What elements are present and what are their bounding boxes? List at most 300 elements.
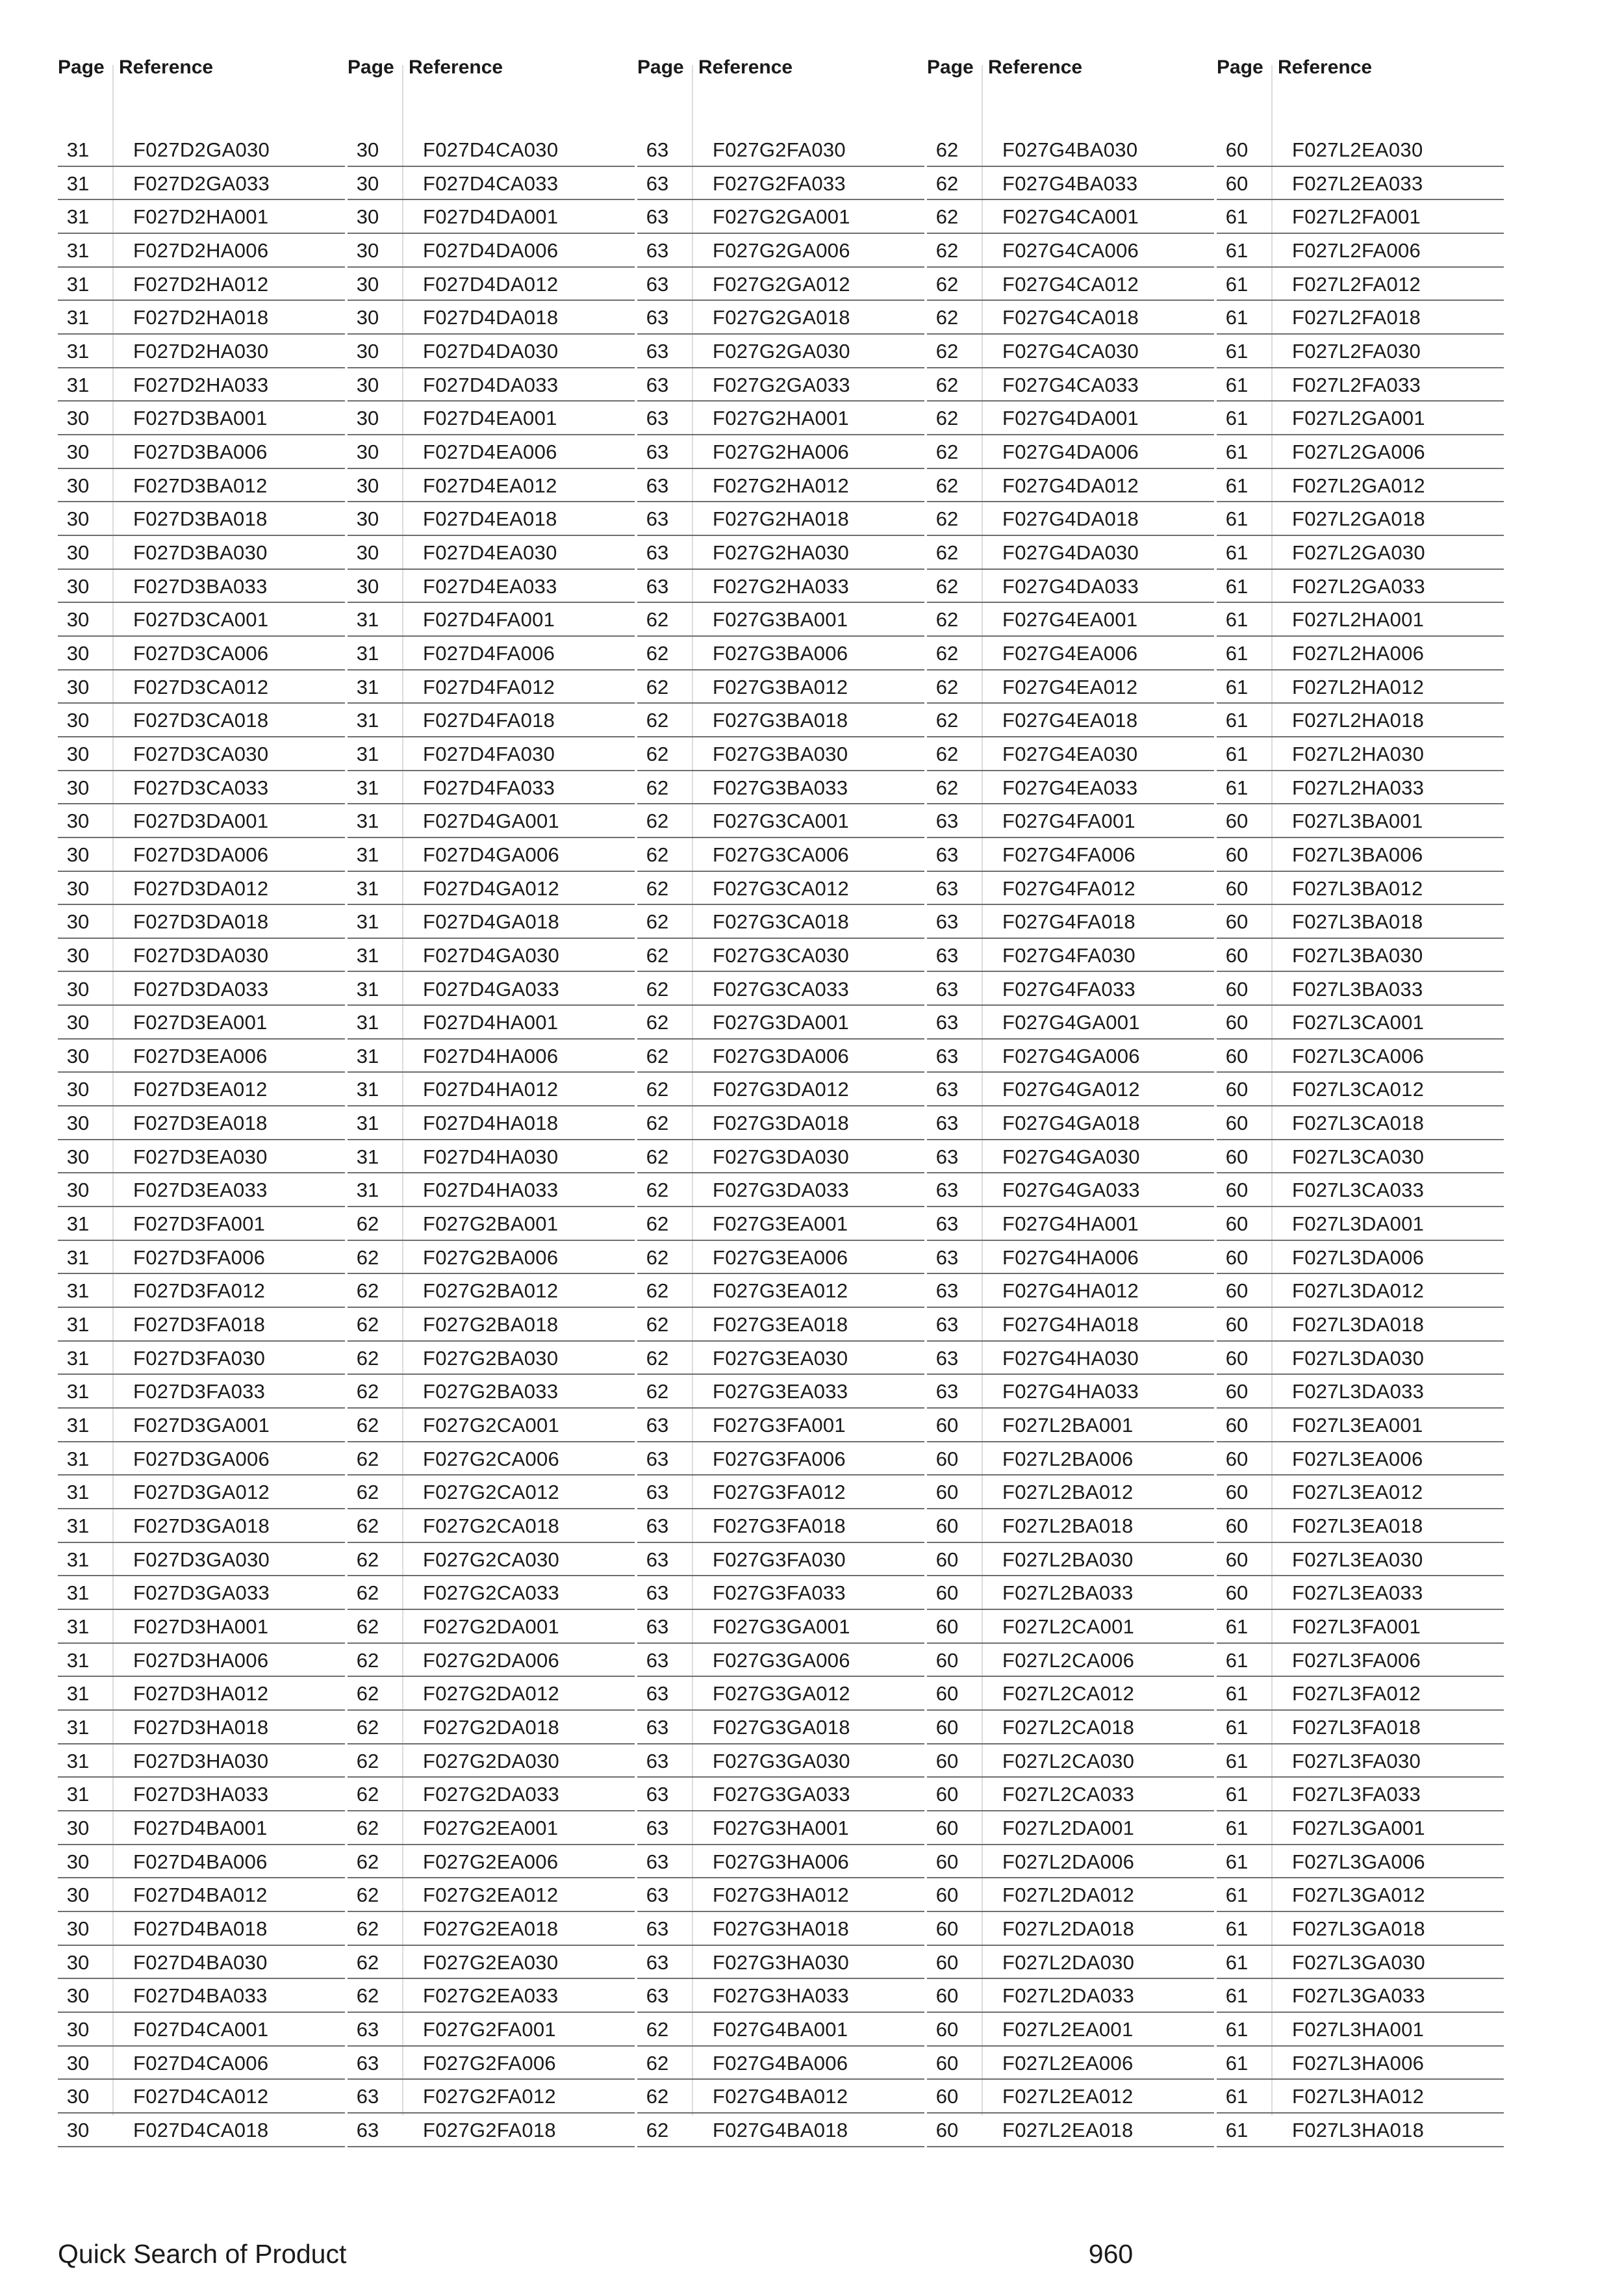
table-row	[1217, 234, 1504, 268]
page-number-cell: 60	[1225, 943, 1249, 967]
table-row	[348, 1040, 635, 1073]
reference-cell: F027G3DA018	[713, 1112, 850, 1135]
page-number-cell: 31	[356, 1145, 379, 1168]
reference-cell: F027G3BA030	[713, 742, 848, 765]
index-column	[637, 0, 924, 2144]
page-number-cell: 63	[935, 977, 959, 1001]
table-row	[58, 1409, 345, 1442]
reference-cell: F027G3CA030	[713, 943, 850, 967]
reference-cell: F027G3HA033	[713, 1984, 850, 2008]
table-row	[348, 1140, 635, 1174]
reference-cell: F027G2GA033	[713, 373, 850, 396]
page-number-cell: 31	[66, 1246, 90, 1269]
page-number-cell: 62	[646, 810, 669, 833]
page-number-cell: 31	[356, 608, 379, 632]
table-row	[348, 167, 635, 201]
reference-cell: F027G4FA030	[1002, 943, 1136, 967]
table-row	[1217, 1677, 1504, 1711]
page-number-cell: 30	[356, 138, 379, 161]
page-number-cell: 62	[356, 1950, 379, 1974]
table-row	[927, 1677, 1214, 1711]
page-number-cell: 63	[935, 810, 959, 833]
page-number-cell: 31	[66, 1346, 90, 1370]
reference-cell: F027D4HA033	[423, 1179, 559, 1202]
reference-cell: F027L2GA033	[1292, 574, 1425, 598]
table-row	[1217, 200, 1504, 234]
table-row	[927, 1543, 1214, 1577]
reference-cell: F027L2HA018	[1292, 709, 1425, 732]
reference-cell: F027L2FA018	[1292, 306, 1421, 329]
reference-cell: F027L3EA012	[1292, 1481, 1423, 1504]
table-row	[637, 671, 924, 704]
table-row	[1217, 1442, 1504, 1476]
reference-cell: F027D3BA006	[133, 440, 268, 463]
reference-cell: F027L3DA006	[1292, 1246, 1425, 1269]
table-row	[927, 1274, 1214, 1308]
reference-cell: F027L3DA030	[1292, 1346, 1425, 1370]
reference-cell: F027L3CA006	[1292, 1044, 1425, 1067]
table-row	[58, 671, 345, 704]
table-row	[637, 1409, 924, 1442]
reference-cell: F027D4DA033	[423, 373, 559, 396]
table-row	[1217, 637, 1504, 671]
column-header	[927, 55, 1214, 81]
reference-cell: F027D2HA006	[133, 238, 269, 262]
column-header	[637, 55, 924, 81]
table-row	[637, 737, 924, 771]
table-row	[58, 939, 345, 973]
reference-cell: F027L2EA012	[1002, 2085, 1134, 2108]
reference-cell: F027G2CA001	[423, 1414, 560, 1437]
reference-cell: F027D4FA006	[423, 641, 555, 665]
reference-cell: F027G2GA018	[713, 306, 850, 329]
table-row	[348, 1845, 635, 1879]
page-number-cell: 60	[1225, 1514, 1249, 1538]
page-number-cell: 60	[935, 1581, 959, 1605]
reference-cell: F027G4GA033	[1002, 1179, 1140, 1202]
table-row	[58, 637, 345, 671]
page-number-cell: 61	[1225, 205, 1249, 229]
page-number-cell: 61	[1225, 641, 1249, 665]
reference-cell: F027G4DA030	[1002, 541, 1139, 564]
table-row	[637, 804, 924, 838]
table-row	[348, 469, 635, 503]
table-row	[637, 368, 924, 402]
page-number-cell: 30	[66, 2118, 90, 2141]
table-row	[927, 1140, 1214, 1174]
table-row	[58, 1778, 345, 1811]
page-number-cell: 31	[66, 205, 90, 229]
page-number-cell: 61	[1225, 1950, 1249, 1974]
table-row	[348, 704, 635, 737]
reference-cell: F027G4DA006	[1002, 440, 1139, 463]
table-row	[1217, 301, 1504, 335]
reference-cell: F027G2BA012	[423, 1279, 559, 1303]
reference-cell: F027D3DA012	[133, 876, 269, 900]
reference-cell: F027D3EA006	[133, 1044, 268, 1067]
reference-cell: F027D3HA012	[133, 1682, 269, 1706]
reference-cell: F027D4FA033	[423, 776, 555, 799]
table-row	[1217, 939, 1504, 973]
page-number-cell: 62	[646, 843, 669, 866]
reference-cell: F027G4CA018	[1002, 306, 1139, 329]
page-number-cell: 30	[66, 1850, 90, 1873]
table-row	[927, 570, 1214, 604]
table-row	[927, 637, 1214, 671]
page-number-cell: 60	[1225, 1581, 1249, 1605]
reference-cell: F027L2BA006	[1002, 1447, 1134, 1470]
reference-cell: F027D4GA012	[423, 876, 560, 900]
table-row	[58, 1140, 345, 1174]
header-reference-label: Reference	[119, 57, 214, 78]
table-row	[927, 1811, 1214, 1845]
reference-cell: F027D3GA030	[133, 1548, 270, 1571]
page-number-cell: 62	[356, 1917, 379, 1940]
reference-cell: F027G3BA001	[713, 608, 848, 632]
page-number-cell: 31	[356, 910, 379, 934]
page-number-cell: 30	[66, 641, 90, 665]
page-number-cell: 62	[356, 1581, 379, 1605]
table-row	[1217, 1644, 1504, 1678]
page-number-cell: 62	[935, 306, 959, 329]
page-number-cell: 30	[356, 272, 379, 296]
table-row	[927, 1241, 1214, 1275]
table-row	[637, 570, 924, 604]
table-row	[637, 167, 924, 201]
table-row	[348, 737, 635, 771]
page-number-cell: 60	[935, 1716, 959, 1739]
page-number-cell: 30	[356, 339, 379, 363]
page-number-cell: 31	[66, 1716, 90, 1739]
page-number-cell: 63	[646, 407, 669, 430]
table-row	[348, 1375, 635, 1409]
page-number-cell: 31	[356, 810, 379, 833]
page-number-cell: 62	[646, 1078, 669, 1101]
table-row	[637, 1845, 924, 1879]
page-number-cell: 62	[356, 1380, 379, 1403]
table-row	[58, 1342, 345, 1375]
page-number-cell: 61	[1225, 474, 1249, 497]
reference-cell: F027D4GA030	[423, 943, 560, 967]
reference-cell: F027D2GA030	[133, 138, 270, 161]
page-number-cell: 30	[66, 1011, 90, 1034]
reference-cell: F027L2BA018	[1002, 1514, 1134, 1538]
page-number-cell: 31	[66, 306, 90, 329]
table-row	[58, 133, 345, 167]
table-row	[637, 1442, 924, 1476]
page-number-cell: 30	[66, 2085, 90, 2108]
page-number-cell: 63	[356, 2017, 379, 2041]
reference-cell: F027D3CA030	[133, 742, 269, 765]
table-row	[1217, 2013, 1504, 2047]
page-number-cell: 63	[646, 1884, 669, 1907]
reference-cell: F027L3HA018	[1292, 2118, 1425, 2141]
reference-cell: F027D3GA006	[133, 1447, 270, 1470]
reference-cell: F027G4DA033	[1002, 574, 1139, 598]
table-row	[637, 1241, 924, 1275]
page-number-cell: 60	[935, 1414, 959, 1437]
page-number-cell: 62	[356, 1212, 379, 1236]
table-row	[637, 1778, 924, 1811]
reference-cell: F027G3GA012	[713, 1682, 850, 1706]
table-row	[58, 1878, 345, 1912]
reference-cell: F027D4GA033	[423, 977, 560, 1001]
table-row	[1217, 1711, 1504, 1744]
table-row	[1217, 704, 1504, 737]
reference-cell: F027D3BA001	[133, 407, 268, 430]
table-row	[58, 1744, 345, 1778]
page-number-cell: 61	[1225, 675, 1249, 698]
page-number-cell: 30	[66, 1950, 90, 1974]
page-number-cell: 30	[66, 876, 90, 900]
page-number-cell: 62	[935, 407, 959, 430]
footer-title: Quick Search of Product	[58, 2239, 347, 2269]
reference-cell: F027G4BA030	[1002, 138, 1138, 161]
reference-cell: F027L2GA012	[1292, 474, 1425, 497]
reference-cell: F027G2GA030	[713, 339, 850, 363]
reference-cell: F027G2EA001	[423, 1817, 559, 1839]
table-row	[637, 536, 924, 570]
table-row	[637, 1476, 924, 1509]
reference-cell: F027L2CA001	[1002, 1615, 1135, 1639]
reference-cell: F027L3EA006	[1292, 1447, 1423, 1470]
page-number-cell: 60	[1225, 1179, 1249, 1202]
page-number-cell: 63	[935, 876, 959, 900]
reference-cell: F027G4HA001	[1002, 1212, 1139, 1236]
reference-cell: F027L2CA018	[1002, 1716, 1135, 1739]
table-row	[1217, 1979, 1504, 2013]
reference-cell: F027D4CA033	[423, 172, 559, 195]
reference-cell: F027G4CA001	[1002, 205, 1139, 229]
table-row	[637, 200, 924, 234]
page-number-cell: 30	[66, 507, 90, 531]
table-row	[927, 1207, 1214, 1241]
table-row	[348, 1543, 635, 1577]
table-row	[637, 771, 924, 805]
reference-cell: F027L2CA006	[1002, 1648, 1135, 1672]
table-row	[348, 301, 635, 335]
table-row	[348, 1610, 635, 1644]
table-row	[58, 1073, 345, 1106]
table-row	[348, 1442, 635, 1476]
page-number-cell: 62	[935, 675, 959, 698]
reference-cell: F027G3BA012	[713, 675, 848, 698]
page-number-cell: 61	[1225, 2118, 1249, 2141]
page-number-cell: 63	[646, 1716, 669, 1739]
header-reference-label: Reference	[1278, 57, 1373, 78]
reference-cell: F027L2CA030	[1002, 1749, 1135, 1772]
table-row	[348, 368, 635, 402]
reference-cell: F027G2EA018	[423, 1917, 559, 1940]
table-row	[348, 502, 635, 536]
reference-cell: F027L3HA012	[1292, 2085, 1425, 2108]
table-row	[927, 469, 1214, 503]
page-number-cell: 30	[66, 943, 90, 967]
reference-cell: F027D3FA006	[133, 1246, 266, 1269]
page-number-cell: 30	[66, 1817, 90, 1839]
reference-cell: F027L2HA006	[1292, 641, 1425, 665]
reference-cell: F027G2DA018	[423, 1716, 560, 1739]
table-row	[58, 1912, 345, 1946]
page-number-cell: 61	[1225, 2017, 1249, 2041]
table-row	[1217, 737, 1504, 771]
page-number-cell: 62	[935, 440, 959, 463]
reference-cell: F027D4CA012	[133, 2085, 269, 2108]
reference-cell: F027G3GA033	[713, 1783, 850, 1806]
reference-cell: F027D2HA001	[133, 205, 269, 229]
page-number-cell: 31	[66, 1313, 90, 1336]
reference-cell: F027L3FA030	[1292, 1749, 1421, 1772]
page-number-cell: 30	[356, 507, 379, 531]
reference-cell: F027D4CA001	[133, 2017, 269, 2041]
reference-cell: F027D4DA006	[423, 238, 559, 262]
reference-cell: F027D4BA012	[133, 1884, 268, 1907]
table-row	[348, 1073, 635, 1106]
column-header	[348, 55, 635, 81]
reference-cell: F027D3GA033	[133, 1581, 270, 1605]
header-reference-label: Reference	[988, 57, 1083, 78]
reference-cell: F027L2BA001	[1002, 1414, 1134, 1437]
table-row	[58, 1106, 345, 1140]
table-row	[637, 133, 924, 167]
reference-cell: F027D3FA018	[133, 1313, 266, 1336]
page-number-cell: 63	[646, 440, 669, 463]
page-number-cell: 62	[356, 1648, 379, 1672]
page-number-cell: 63	[646, 1850, 669, 1873]
reference-cell: F027G3BA033	[713, 776, 848, 799]
table-row	[637, 1711, 924, 1744]
table-row	[58, 771, 345, 805]
reference-cell: F027G3DA033	[713, 1179, 850, 1202]
table-row	[637, 1811, 924, 1845]
table-row	[348, 1946, 635, 1980]
table-row	[1217, 1342, 1504, 1375]
table-row	[58, 1509, 345, 1543]
table-row	[927, 1173, 1214, 1207]
table-row	[637, 838, 924, 872]
reference-cell: F027G2DA001	[423, 1615, 560, 1639]
table-row	[927, 1644, 1214, 1678]
table-row	[927, 737, 1214, 771]
reference-cell: F027L3FA033	[1292, 1783, 1421, 1806]
page-number-cell: 30	[66, 1884, 90, 1907]
page-number-cell: 62	[356, 1749, 379, 1772]
page-number-cell: 60	[1225, 1246, 1249, 1269]
reference-cell: F027L2GA006	[1292, 440, 1425, 463]
page-number-cell: 62	[646, 2051, 669, 2075]
header-reference-label: Reference	[698, 57, 793, 78]
table-row	[927, 502, 1214, 536]
table-row	[927, 804, 1214, 838]
reference-cell: F027L2BA030	[1002, 1548, 1134, 1571]
page-number-cell: 60	[935, 1783, 959, 1806]
table-row	[58, 1006, 345, 1040]
reference-cell: F027D4EA012	[423, 474, 557, 497]
reference-cell: F027D3BA033	[133, 574, 268, 598]
page-number-cell: 61	[1225, 507, 1249, 531]
page-number-cell: 63	[646, 1581, 669, 1605]
reference-cell: F027G4CA012	[1002, 272, 1139, 296]
page-number-cell: 60	[1225, 1011, 1249, 1034]
table-row	[1217, 1509, 1504, 1543]
page-number-cell: 63	[935, 1380, 959, 1403]
table-row	[1217, 1744, 1504, 1778]
page-number-cell: 60	[1225, 1548, 1249, 1571]
table-row	[58, 1610, 345, 1644]
reference-cell: F027G3EA006	[713, 1246, 848, 1269]
page-number-cell: 63	[935, 1212, 959, 1236]
reference-cell: F027L2DA001	[1002, 1817, 1135, 1839]
table-row	[1217, 1409, 1504, 1442]
page-number-cell: 63	[646, 1514, 669, 1538]
reference-cell: F027G3HA006	[713, 1850, 850, 1873]
table-row	[927, 234, 1214, 268]
table-row	[927, 2114, 1214, 2147]
table-row	[1217, 771, 1504, 805]
reference-cell: F027G3FA006	[713, 1447, 846, 1470]
reference-cell: F027G4DA018	[1002, 507, 1139, 531]
reference-cell: F027G2DA030	[423, 1749, 560, 1772]
reference-cell: F027L3FA012	[1292, 1682, 1421, 1706]
table-row	[927, 1946, 1214, 1980]
table-row	[1217, 268, 1504, 301]
page-number-cell: 60	[1225, 843, 1249, 866]
page-number-cell: 62	[646, 2085, 669, 2108]
page-number-cell: 60	[1225, 1380, 1249, 1403]
page-number-cell: 62	[935, 138, 959, 161]
table-row	[58, 368, 345, 402]
reference-cell: F027G3FA001	[713, 1414, 846, 1437]
page-number-cell: 31	[66, 1380, 90, 1403]
reference-cell: F027L3BA018	[1292, 910, 1423, 934]
reference-cell: F027D3GA018	[133, 1514, 270, 1538]
page-number-cell: 61	[1225, 742, 1249, 765]
reference-cell: F027D4BA018	[133, 1917, 268, 1940]
page-number-cell: 30	[356, 205, 379, 229]
reference-cell: F027G3DA001	[713, 1011, 850, 1034]
table-row	[1217, 133, 1504, 167]
page-number-cell: 60	[935, 1749, 959, 1772]
reference-cell: F027G2BA030	[423, 1346, 559, 1370]
table-row	[927, 1308, 1214, 1342]
page-number-cell: 61	[1225, 541, 1249, 564]
page-number-cell: 62	[356, 1682, 379, 1706]
table-row	[58, 435, 345, 469]
page-number-cell: 61	[1225, 1850, 1249, 1873]
table-row	[1217, 804, 1504, 838]
reference-cell: F027D3EA012	[133, 1078, 268, 1101]
table-row	[58, 872, 345, 906]
reference-cell: F027G2BA033	[423, 1380, 559, 1403]
table-row	[927, 1375, 1214, 1409]
reference-cell: F027L2GA018	[1292, 507, 1425, 531]
page-number-cell: 60	[935, 1615, 959, 1639]
page-number-cell: 61	[1225, 407, 1249, 430]
page-number-cell: 60	[1225, 1044, 1249, 1067]
page-number-cell: 30	[356, 238, 379, 262]
page-number-cell: 63	[646, 541, 669, 564]
page-number-cell: 30	[66, 1984, 90, 2008]
table-row	[637, 1979, 924, 2013]
reference-cell: F027L3CA018	[1292, 1112, 1425, 1135]
page-number-cell: 60	[1225, 810, 1249, 833]
table-row	[637, 637, 924, 671]
reference-cell: F027D4FA018	[423, 709, 555, 732]
page-number-cell: 62	[935, 541, 959, 564]
table-row	[637, 905, 924, 939]
reference-cell: F027G4BA018	[713, 2118, 848, 2141]
page-number-cell: 62	[646, 977, 669, 1001]
